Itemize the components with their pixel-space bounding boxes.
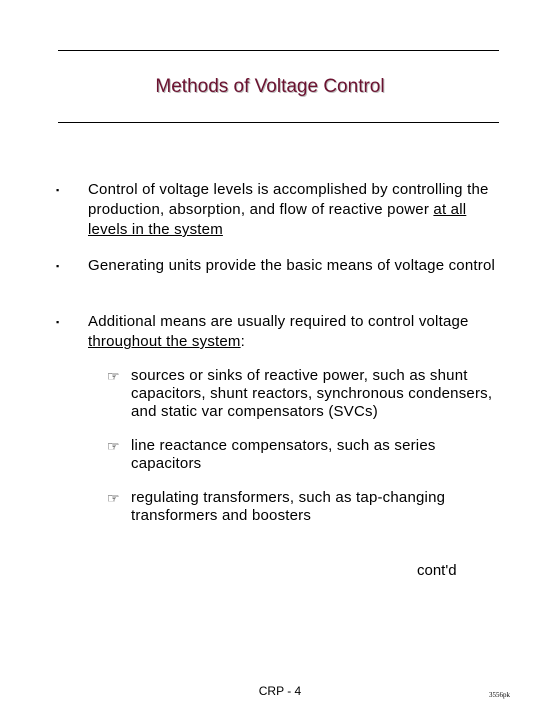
top-rule <box>58 50 499 51</box>
bullet-icon: ▪ <box>56 261 60 271</box>
underlined-phrase: at all levels in the system <box>88 201 467 238</box>
bullet-icon: ▪ <box>56 317 60 327</box>
underlined-phrase: throughout the system <box>88 333 241 350</box>
slide-code: 3556pk <box>489 691 510 699</box>
page-footer: CRP - 4 <box>258 684 302 698</box>
pointing-hand-icon: ☞ <box>107 438 120 454</box>
sub-bullet-item: sources or sinks of reactive power, such as shunt capacitors, shunt reactors, synchronous condensers, and static var compensators (SVCs) <box>131 367 493 420</box>
sub-bullet-item: line reactance compensators, such as series capacitors <box>131 437 436 472</box>
sub-bullet-item: regulating transformers, such as tap-changing transformers and boosters <box>131 489 446 524</box>
bullet-item: Generating units provide the basic means of voltage control <box>88 257 496 274</box>
bullet-item: Control of voltage levels is accomplished by controlling the production, absorption, and flow of reactive power at all levels in the system <box>88 181 489 238</box>
bullet-icon: ▪ <box>56 185 60 195</box>
pointing-hand-icon: ☞ <box>107 368 120 384</box>
continued-label: cont'd <box>417 562 457 579</box>
bottom-rule <box>58 122 499 123</box>
pointing-hand-icon: ☞ <box>107 490 120 506</box>
bullet-item: Additional means are usually required to control voltage throughout the system: <box>88 313 469 350</box>
page-title: Methods of Voltage Control <box>155 76 385 97</box>
